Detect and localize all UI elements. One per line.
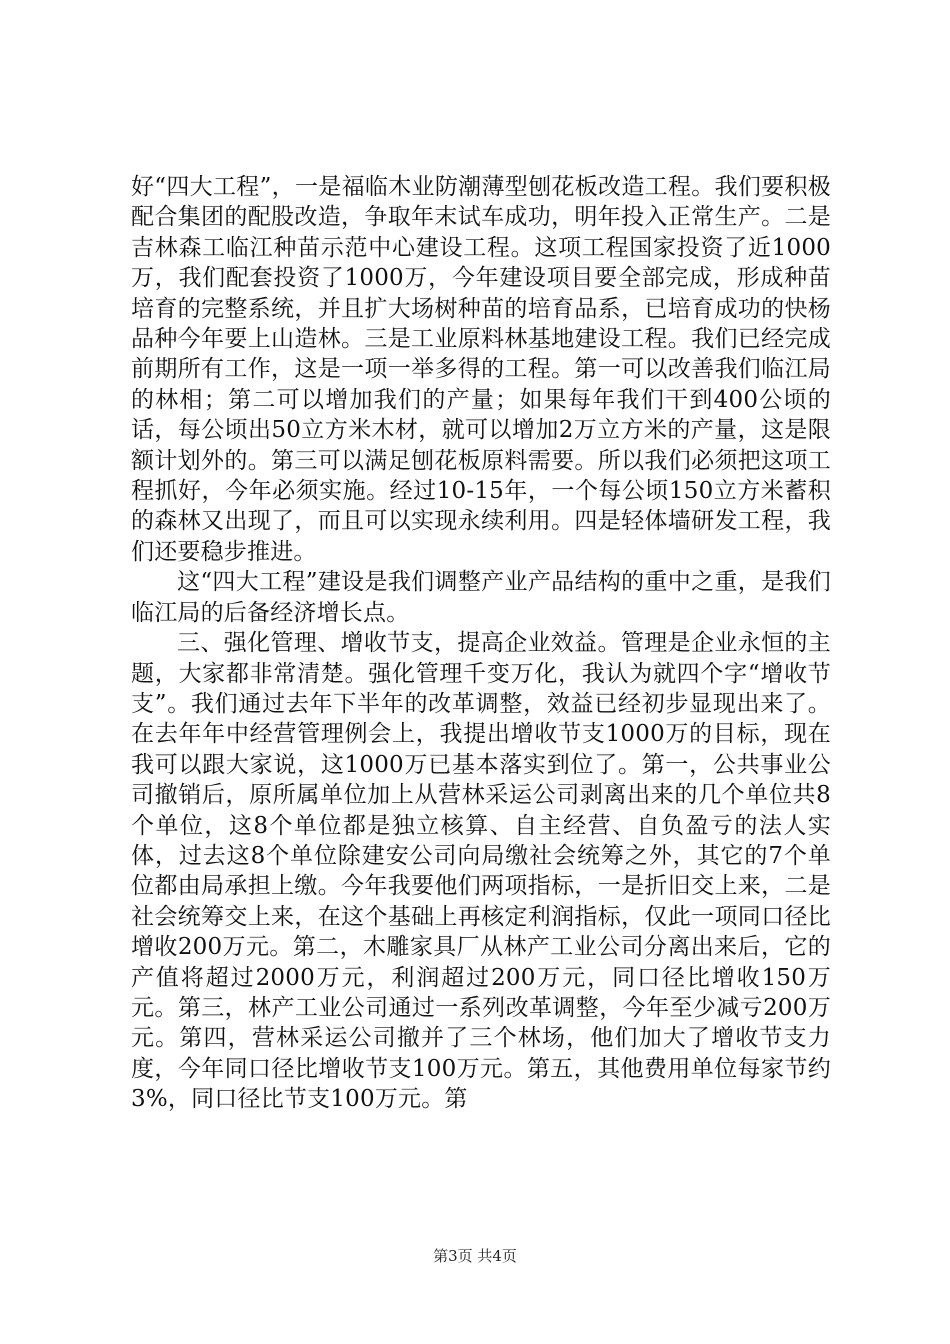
page-footer <box>0 1246 950 1266</box>
paragraph-2: 这“四大工程”建设是我们调整产业产品结构的重中之重，是我们临江局的后备经济增长点。 <box>131 569 831 626</box>
paragraph-1: 好“四大工程”，一是福临木业防潮薄型刨花板改造工程。我们要积极配合集团的配股改造，争取年末试车成功，明年投入正常生产。二是吉林森工临江种苗示范中心建设工程。这项工程国家投资了近1000万，我们配套投资了1000万，今年建设项目要全部完成，形成种苗培育的完整系统，并且扩大场树种苗的培育品系，已培育成功的快杨品种今年要上山造林。三是工业原料林基地建设工程。我们已经完成前期所有工作，这是一项一举多得的工程。第一可以改善我们临江局的林相；第二可以增加我们的产量；如果每年我们干到400公顷的话，每公顷出50立方米木材，就可以增加2万立方米的产量，这是限额计划外的。第三可以满足刨花板原料需要。所以我们必须把这项工程抓好，今年必须实施。经过10-15年，一个每公顷150立方米蓄积的森林又出现了，而且可以实现永续利用。四是轻体墙研发工程，我们还要稳步推进。 <box>131 174 831 565</box>
document-body <box>131 172 831 1115</box>
paragraph-3: 三、强化管理、增收节支，提高企业效益。管理是企业永恒的主题，大家都非常清楚。强化管理千变万化，我认为就四个字“增收节支”。我们通过去年下半年的改革调整，效益已经初步显现出来了。在去年年中经营管理例会上，我提出增收节支1000万的目标，现在我可以跟大家说，这1000万已基本落实到位了。第一，公共事业公司撤销后，原所属单位加上从营林采运公司剥离出来的几个单位共8个单位，这8个单位都是独立核算、自主经营、自负盈亏的法人实体，过去这8个单位除建安公司向局缴社会统筹之外，其它的7个单位都由局承担上缴。今年我要他们两项指标，一是折旧交上来，二是社会统筹交上来，在这个基础上再核定利润指标，仅此一项同口径比增收200万元。第二，木雕家具厂从林产工业公司分离出来后，它的产值将超过2000万元，利润超过200万元，同口径比增收150万元。第三，林产工业公司通过一系列改革调整，今年至少减亏200万元。第四，营林采运公司撤并了三个林场，他们加大了增收节支力度，今年同口径比增收节支100万元。第五，其他费用单位每家节约3%，同口径比节支100万元。第 <box>131 630 831 1113</box>
page-number-indicator: 第3页 共4页 <box>433 1247 517 1265</box>
